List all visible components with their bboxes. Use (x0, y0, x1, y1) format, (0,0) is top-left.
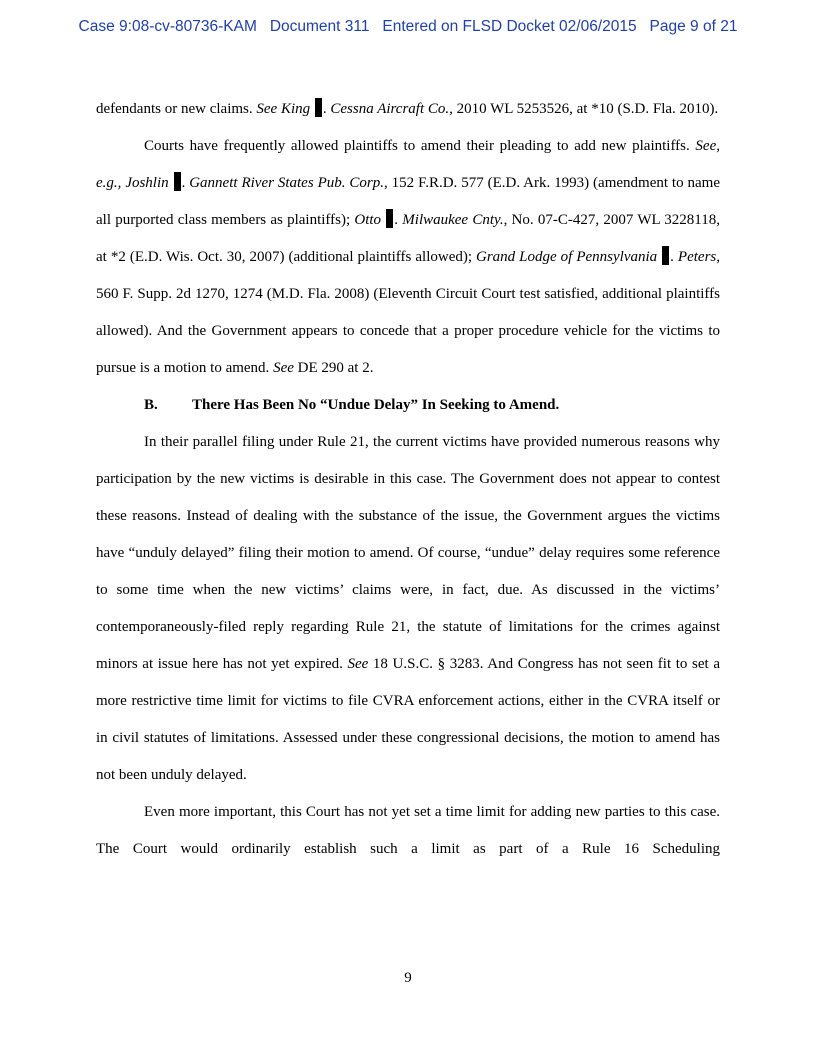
citation-otto: Otto (354, 212, 382, 228)
redaction-block (386, 209, 393, 228)
paragraph-1: defendants or new claims. See King . Cessna Aircraft Co., 2010 WL 5253526, at *10 (S.D. Fla. 2010). (96, 91, 720, 128)
paragraph-2: Courts have frequently allowed plaintiffs to amend their pleading to add new plaintiffs. See, e.g., Joshlin . Gannett River States Pub. Corp., 152 F.R.D. 577 (E.D. Ark. 1993) (amendment to name all purported class members as plaintiffs); Otto . Milwaukee Cnty., No. 07-C-427, 2007 WL 3228118, at *2 (E.D. Wis. Oct. 30, 2007) (additional plaintiffs allowed); Grand Lodge of Pennsylvania . Peters, 560 F. Supp. 2d 1270, 1274 (M.D. Fla. 2008) (Eleventh Circuit Court test satisfied, additional plaintiffs allowed). And the Government appears to concede that a proper procedure vehicle for the victims to pursue is a motion to amend. See DE 290 at 2. (96, 138, 721, 376)
redaction-block (315, 98, 322, 117)
citation-milwaukee: Milwaukee Cnty. (402, 212, 504, 228)
citation-see: See (347, 656, 369, 672)
docket-header (0, 18, 816, 36)
citation-cessna: Cessna Aircraft Co., (330, 101, 453, 117)
page-of-total: Page 9 of 21 (649, 18, 738, 35)
entered-on-docket: Entered on FLSD Docket 02/06/2015 (382, 18, 637, 35)
redaction-block (174, 172, 181, 191)
page-number: 9 (404, 970, 412, 986)
redaction-block (662, 246, 669, 265)
section-title: There Has Been No “Undue Delay” In Seeking to Amend. (192, 397, 560, 413)
citation-joshlin: See, e.g., Joshlin (96, 138, 720, 191)
section-heading (96, 387, 720, 424)
section-label: B. (144, 397, 158, 413)
citation-gannett: Gannett River States Pub. Corp. (189, 175, 384, 191)
paragraph-3: In their parallel filing under Rule 21, the current victims have provided numerous reasons why participation by the new victims is desirable in this case. The Government does not appear to contest these reasons. Instead of dealing with the substance of the issue, the Government argues the victims have “unduly delayed” filing their motion to amend. Of course, “undue” delay requires some reference to some time when the new victims’ claims were, in fact, due. As discussed in the victims’ contemporaneously-filed reply regarding Rule 21, the statute of limitations for the crimes against minors at issue here has not yet expired. See 18 U.S.C. § 3283. And Congress has not seen fit to set a more restrictive time limit for victims to file CVRA enforcement actions, either in the CVRA itself or in civil statutes of limitations. Assessed under these congressional decisions, the motion to amend has not been unduly delayed. (96, 434, 720, 783)
case-number: Case 9:08-cv-80736-KAM (78, 18, 257, 35)
citation-grand-lodge: Grand Lodge of Pennsylvania (476, 249, 658, 265)
citation-see-king: See King (256, 101, 311, 117)
document-number: Document 311 (269, 18, 370, 35)
document-body (96, 91, 720, 868)
citation-see: See (273, 360, 294, 376)
paragraph-4: Even more important, this Court has not yet set a time limit for adding new parties to this case. The Court would ordinarily establish such a limit as part of a Rule 16 Scheduling (96, 804, 720, 857)
citation-peters: Peters (677, 249, 717, 265)
